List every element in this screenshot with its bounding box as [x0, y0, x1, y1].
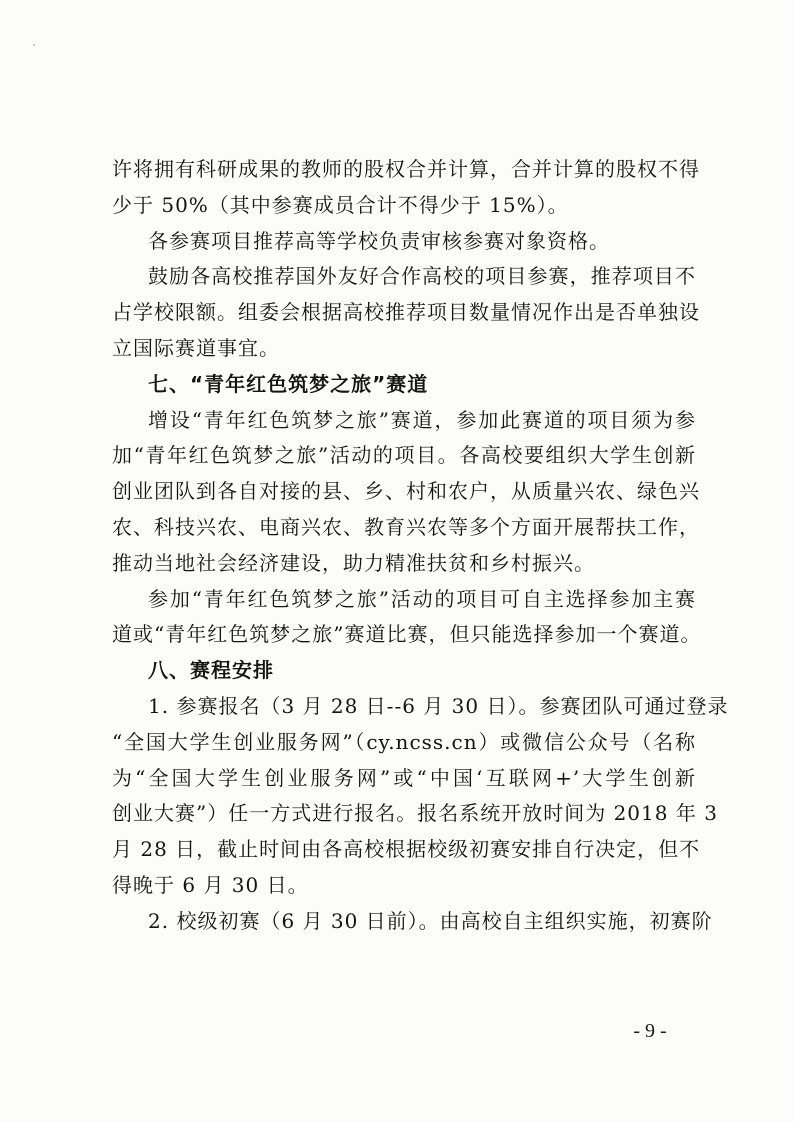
page-number: - 9 -	[633, 1020, 667, 1042]
scan-speck	[33, 44, 35, 46]
paragraph-line: 得晚于 6 月 30 日。	[112, 872, 309, 897]
paragraph-line: 加“青年红色筑梦之旅”活动的项目。各高校要组织大学生创新	[112, 443, 696, 468]
paragraph-line: 农、科技兴农、电商兴农、教育兴农等多个方面开展帮扶工作，	[112, 514, 700, 539]
paragraph-line: 各参赛项目推荐高等学校负责审核参赛对象资格。	[148, 228, 610, 253]
paragraph-line: 为“全国大学生创业服务网”或“中国‘互联网+’大学生创新	[112, 765, 696, 790]
document-body	[112, 153, 729, 941]
paragraph-line: 增设“青年红色筑梦之旅”赛道，参加此赛道的项目须为参	[148, 407, 696, 432]
paragraph-line: 创业团队到各自对接的县、乡、村和农户，从质量兴农、绿色兴	[112, 479, 700, 504]
paragraph-line: 立国际赛道事宜。	[112, 335, 280, 360]
paragraph-line: 参加“青年红色筑梦之旅”活动的项目可自主选择参加主赛	[148, 586, 696, 611]
paragraph-line: 占学校限额。组委会根据高校推荐项目数量情况作出是否单独设	[112, 300, 700, 325]
paragraph-line: 月 28 日，截止时间由各高校根据校级初赛安排自行决定，但不	[112, 837, 701, 862]
paragraph-line: 2. 校级初赛（6 月 30 日前）。由高校自主组织实施，初赛阶	[148, 908, 713, 933]
paragraph-line: 许将拥有科研成果的教师的股权合并计算，合并计算的股权不得	[112, 157, 700, 181]
paragraph-line: “全国大学生创业服务网”（cy.ncss.cn）或微信公众号（名称	[112, 729, 696, 754]
paragraph-line: 推动当地社会经济建设，助力精准扶贫和乡村振兴。	[112, 550, 595, 575]
paragraph-line: 少于 50%（其中参赛成员合计不得少于 15%）。	[112, 192, 569, 217]
paragraph-line: 道或“青年红色筑梦之旅”赛道比赛，但只能选择参加一个赛道。	[112, 622, 702, 647]
section-heading-8: 八、赛程安排	[148, 658, 274, 683]
paragraph-line: 鼓励各高校推荐国外友好合作高校的项目参赛，推荐项目不	[148, 264, 696, 289]
paragraph-line: 创业大赛”）任一方式进行报名。报名系统开放时间为 2018 年 3	[112, 801, 718, 826]
section-heading-7: 七、“青年红色筑梦之旅”赛道	[148, 371, 429, 396]
paragraph-line: 1. 参赛报名（3 月 28 日--6 月 30 日）。参赛团队可通过登录	[148, 693, 729, 718]
